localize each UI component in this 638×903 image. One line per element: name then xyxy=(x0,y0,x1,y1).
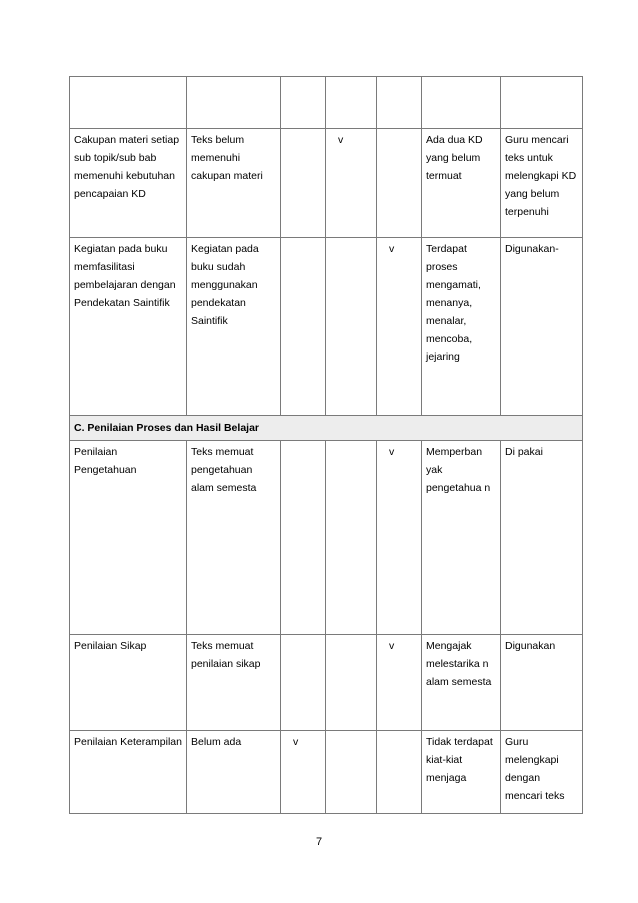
section-header-row xyxy=(70,416,583,441)
table-cell: Guru melengkapi dengan mencari teks xyxy=(501,731,583,814)
table-cell: Kegiatan pada buku memfasilitasi pembelajaran dengan Pendekatan Saintifik xyxy=(70,238,187,416)
table-cell xyxy=(326,238,377,416)
table-cell: Penilaian Keterampilan xyxy=(70,731,187,814)
table-cell: Kegiatan pada buku sudah menggunakan pendekatan Saintifik xyxy=(187,238,281,416)
table-cell xyxy=(281,238,326,416)
table-cell: v xyxy=(281,731,326,814)
table-cell xyxy=(281,441,326,635)
table-cell: Di pakai xyxy=(501,441,583,635)
table-cell: Teks memuat pengetahuan alam semesta xyxy=(187,441,281,635)
table-cell: Guru mencari teks untuk melengkapi KD yang belum terpenuhi xyxy=(501,129,583,238)
table-cell xyxy=(377,731,422,814)
table-cell: Digunakan xyxy=(501,635,583,731)
table-cell: Belum ada xyxy=(187,731,281,814)
table-row xyxy=(70,238,583,416)
table-row xyxy=(70,731,583,814)
table-cell xyxy=(187,77,281,129)
table-cell xyxy=(281,129,326,238)
table-cell: Teks belum memenuhi cakupan materi xyxy=(187,129,281,238)
table-cell: Mengajak melestarika n alam semesta xyxy=(422,635,501,731)
table-cell xyxy=(70,77,187,129)
table-cell: v xyxy=(326,129,377,238)
table-cell xyxy=(281,635,326,731)
page-number: 7 xyxy=(315,836,323,848)
table-cell: Digunakan- xyxy=(501,238,583,416)
table-cell xyxy=(281,77,326,129)
table-cell: Teks memuat penilaian sikap xyxy=(187,635,281,731)
table-cell xyxy=(326,77,377,129)
table-cell: v xyxy=(377,441,422,635)
table-cell: Terdapat proses mengamati, menanya, menalar, mencoba, jejaring xyxy=(422,238,501,416)
table-cell xyxy=(326,731,377,814)
table-cell xyxy=(326,441,377,635)
table-cell: Cakupan materi setiap sub topik/sub bab memenuhi kebutuhan pencapaian KD xyxy=(70,129,187,238)
table-cell: Penilaian Pengetahuan xyxy=(70,441,187,635)
table-cell xyxy=(326,635,377,731)
table-row xyxy=(70,441,583,635)
table-cell: Penilaian Sikap xyxy=(70,635,187,731)
assessment-table xyxy=(69,76,583,814)
table-cell xyxy=(377,129,422,238)
table-row xyxy=(70,77,583,129)
section-title: C. Penilaian Proses dan Hasil Belajar xyxy=(70,416,583,441)
table-cell: v xyxy=(377,238,422,416)
table-row xyxy=(70,635,583,731)
table-cell xyxy=(377,77,422,129)
table-row xyxy=(70,129,583,238)
table-cell: Tidak terdapat kiat-kiat menjaga xyxy=(422,731,501,814)
table-cell xyxy=(501,77,583,129)
table-cell: Memperban yak pengetahua n xyxy=(422,441,501,635)
table-cell: v xyxy=(377,635,422,731)
table-cell: Ada dua KD yang belum termuat xyxy=(422,129,501,238)
table-cell xyxy=(422,77,501,129)
